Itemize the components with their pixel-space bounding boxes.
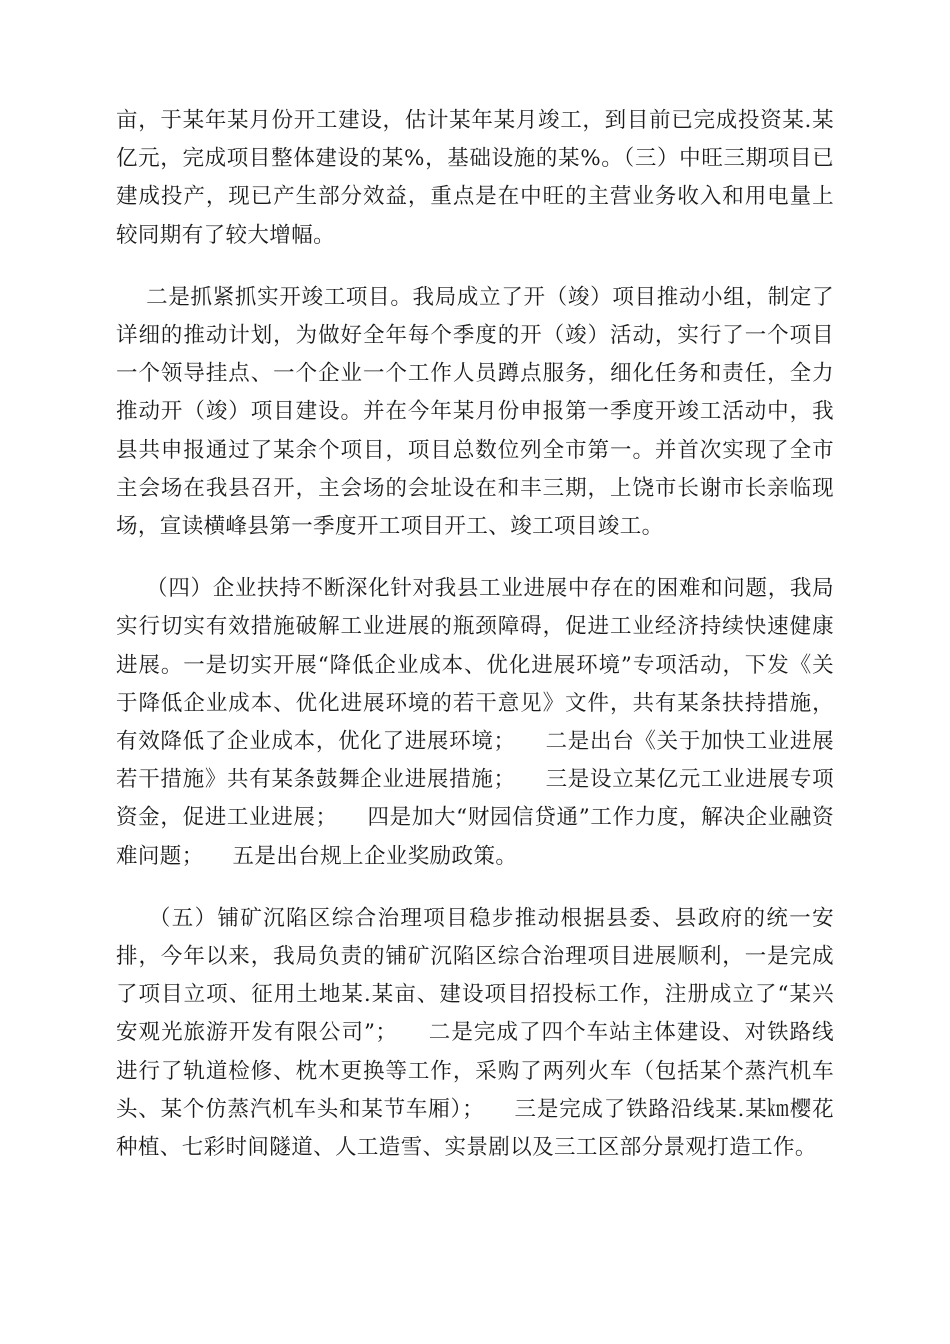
paragraph-spacer	[116, 876, 834, 900]
paragraph-2: 二是抓紧抓实开竣工项目。我局成立了开（竣）项目推动小组，制定了详细的推动计划，为做好全年每个季度的开（竣）活动，实行了一个项目一个领导挂点、一个企业一个工作人员蹲点服务，细化任务和责任，全力推动开（竣）项目建设。并在今年某月份申报第一季度开竣工活动中，我县共申报通过了某余个项目，项目总数位列全市第一。并首次实现了全市主会场在我县召开，主会场的会址设在和丰三期，上饶市长谢市长亲临现场，宣读横峰县第一季度开工项目开工、竣工项目竣工。	[116, 284, 835, 540]
document-body	[116, 102, 834, 1167]
paragraph-1: 亩，于某年某月份开工建设，估计某年某月竣工，到目前已完成投资某.某亿元，完成项目整体建设的某%，基础设施的某%。（三）中旺三期项目已建成投产，现已产生部分效益，重点是在中旺的主营业务收入和用电量上较同期有了较大增幅。	[116, 108, 834, 248]
paragraph-spacer	[116, 255, 834, 279]
paragraph-4: （五）铺矿沉陷区综合治理项目稳步推动根据县委、县政府的统一安排，今年以来，我局负责的铺矿沉陷区综合治理项目进展顺利，一是完成了项目立项、征用土地某.某亩、建设项目招投标工作，注册成立了“某兴安观光旅游开发有限公司”； 二是完成了四个车站主体建设、对铁路线进行了轨道检修、枕木更换等工作，采购了两列火车（包括某个蒸汽机车头、某个仿蒸汽机车头和某节车厢）； 三是完成了铁路沿线某.某㎞樱花种植、七彩时间隧道、人工造雪、实景剧以及三工区部分景观打造工作。	[116, 905, 834, 1161]
paragraph-3: （四）企业扶持不断深化针对我县工业进展中存在的困难和问题，我局实行切实有效措施破解工业进展的瓶颈障碍，促进工业经济持续快速健康进展。一是切实开展“降低企业成本、优化进展环境”专项活动，下发《关于降低企业成本、优化进展环境的若干意见》文件，共有某条扶持措施，有效降低了企业成本，优化了进展环境； 二是出台《关于加快工业进展若干措施》共有某条鼓舞企业进展措施； 三是设立某亿元工业进展专项资金，促进工业进展； 四是加大“财园信贷通”工作力度，解决企业融资难问题； 五是出台规上企业奖励政策。	[116, 576, 835, 869]
paragraph-spacer	[116, 546, 834, 570]
